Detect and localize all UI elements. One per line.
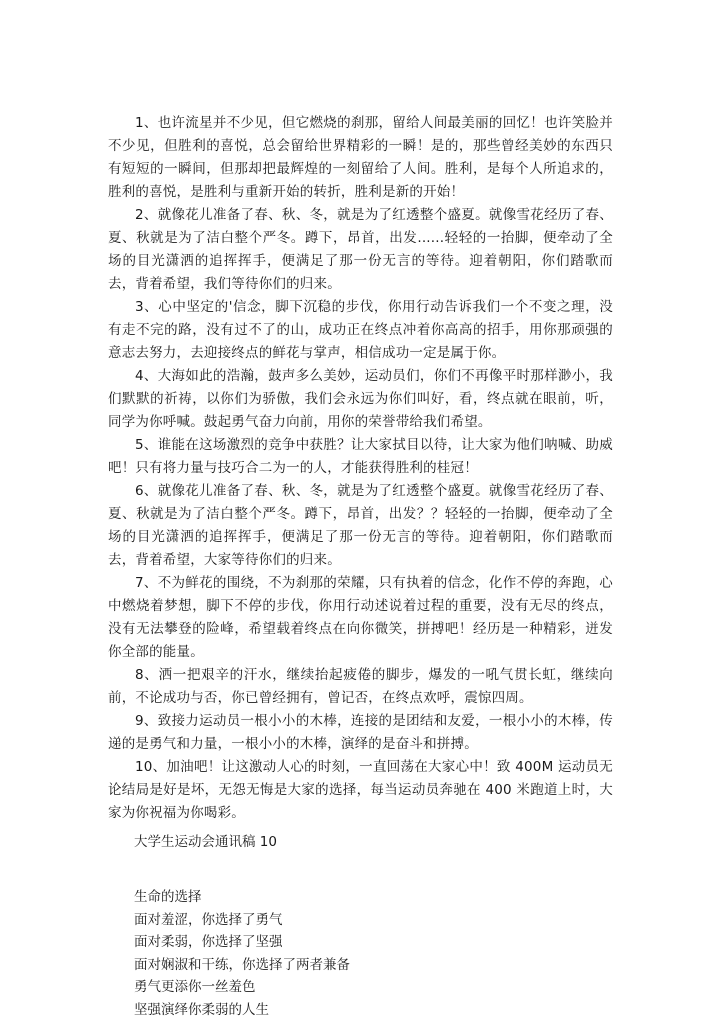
paragraph-8: 8、洒一把艰辛的汗水，继续抬起疲倦的脚步，爆发的一吼气贯长虹，继续向前，不论成功与否，你已曾经拥有，曾记否，在终点欢呼，震惊四周。 [108,664,613,710]
paragraph-10: 10、加油吧！让这激动人心的时刻，一直回荡在大家心中！致 400M 运动员无论结局是好是坏，无怨无悔是大家的选择，每当运动员奔驰在 400 米跑道上时，大家为你祝福为你喝彩。 [108,756,613,825]
paragraph-3: 3、心中坚定的'信念，脚下沉稳的步伐，你用行动告诉我们一个不变之理，没有走不完的路，没有过不了的山，成功正在终点冲着你高高的招手，用你那顽强的意志去努力，去迎接终点的鲜花与掌声，相信成功一定是属于你。 [108,296,613,365]
paragraph-7: 7、不为鲜花的围绕，不为刹那的荣耀，只有执着的信念，化作不停的奔跑，心中燃烧着梦想，脚下不停的步伐，你用行动述说着过程的重要，没有无尽的终点，没有无法攀登的险峰，希望载着终点在向你微笑，拼搏吧！经历是一种精彩，迸发你全部的能量。 [108,572,613,664]
poem-line: 面对柔弱，你选择了坚强 [134,931,613,954]
poem-title: 生命的选择 [134,886,613,909]
section-subtitle: 大学生运动会通讯稿 10 [134,831,613,854]
poem-line: 坚强演绎你柔弱的人生 [134,999,613,1021]
article-body [108,112,613,825]
paragraph-2: 2、就像花儿准备了春、秋、冬，就是为了红透整个盛夏。就像雪花经历了春、夏、秋就是为了洁白整个严冬。蹲下，昂首，出发......轻轻的一抬脚，便牵动了全场的目光潇洒的追挥挥手，便满足了那一份无言的等待。迎着朝阳，你们踏歌而去，背着希望，我们等待你们的归来。 [108,204,613,296]
paragraph-4: 4、大海如此的浩瀚，鼓声多么美妙，运动员们，你们不再像平时那样渺小，我们默默的祈祷，以你们为骄傲，我们会永远为你们叫好，看，终点就在眼前，听，同学为你呼喊。鼓起勇气奋力向前，用你的荣誉带给我们希望。 [108,365,613,434]
poem-line: 面对娴淑和干练，你选择了两者兼备 [134,954,613,977]
poem [134,886,613,1021]
paragraph-9: 9、致接力运动员一根小小的木棒，连接的是团结和友爱，一根小小的木棒，传递的是勇气和力量，一根小小的木棒，演绎的是奋斗和拼搏。 [108,710,613,756]
paragraph-1: 1、也许流星并不少见，但它燃烧的刹那，留给人间最美丽的回忆！也许笑脸并不少见，但胜利的喜悦，总会留给世界精彩的一瞬！是的，那些曾经美妙的东西只有短短的一瞬间，但那却把最辉煌的一刻留给了人间。胜利，是每个人所追求的，胜利的喜悦，是胜利与重新开始的转折，胜利是新的开始！ [108,112,613,204]
paragraph-5: 5、谁能在这场激烈的竞争中获胜？让大家拭目以待，让大家为他们呐喊、助威吧！只有将力量与技巧合二为一的人，才能获得胜利的桂冠！ [108,434,613,480]
poem-line: 勇气更添你一丝羞色 [134,976,613,999]
poem-line: 面对羞涩，你选择了勇气 [134,909,613,932]
paragraph-6: 6、就像花儿准备了春、秋、冬，就是为了红透整个盛夏。就像雪花经历了春、夏、秋就是为了洁白整个严冬。蹲下，昂首，出发？？轻轻的一抬脚，便牵动了全场的目光潇洒的追挥挥手，便满足了那一份无言的等待。迎着朝阳，你们踏歌而去，背着希望，大家等待你们的归来。 [108,480,613,572]
